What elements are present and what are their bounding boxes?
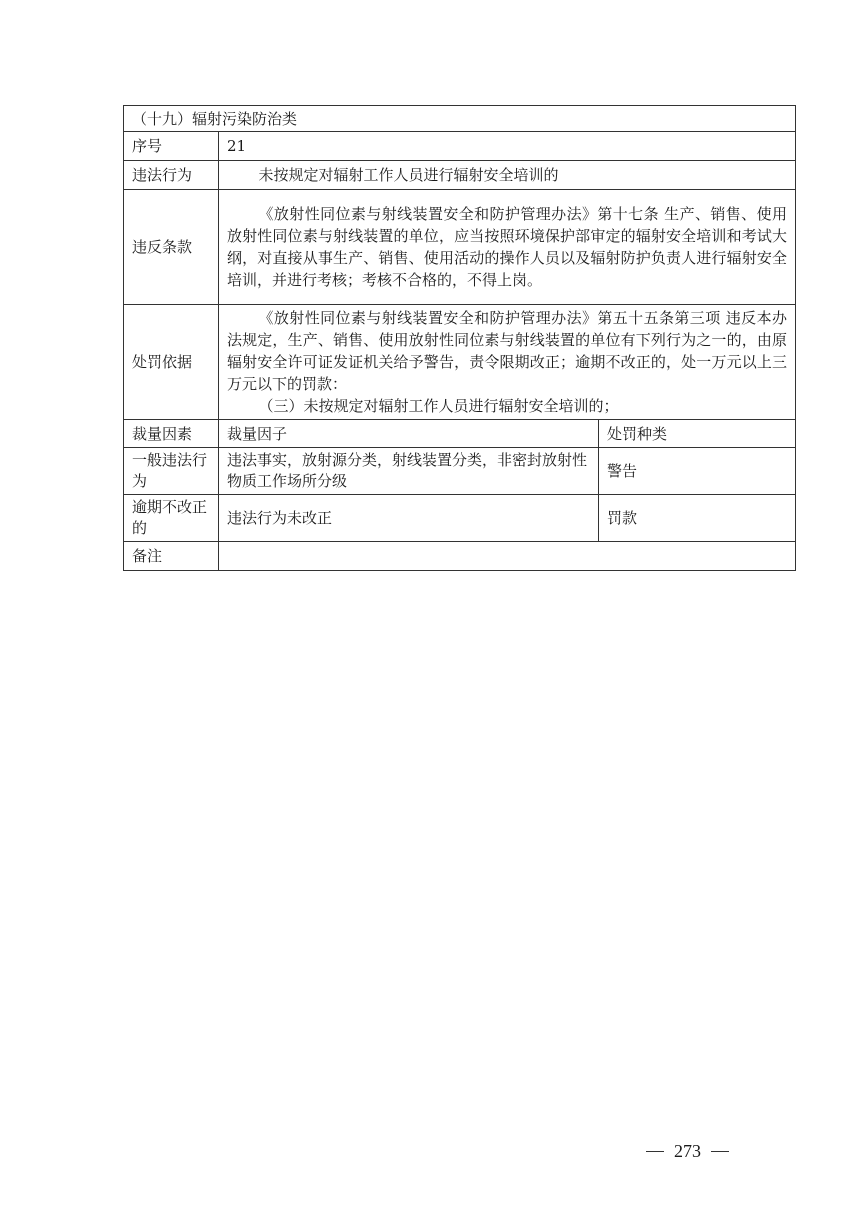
- discretion-element-header: 裁量因子: [219, 420, 599, 448]
- penalty-basis-paragraph: 《放射性同位素与射线装置安全和防护管理办法》第五十五条第三项 违反本办法规定，生产、销售、使用放射性同位素与射线装置的单位有下列行为之一的，由原辐射安全许可证发证机关给予警告，责令限期改正；逾期不改正的，处一万元以上三万元以下的罚款：: [227, 309, 787, 393]
- penalty-basis-item: （三）未按规定对辐射工作人员进行辐射安全培训的；: [258, 397, 619, 415]
- discretion-factor-header: 裁量因素: [124, 420, 219, 448]
- violation-value: 未按规定对辐射工作人员进行辐射安全培训的: [219, 161, 796, 190]
- section-title: （十九）辐射污染防治类: [124, 106, 796, 132]
- page-number: [646, 1141, 729, 1162]
- serial-row: [124, 132, 796, 161]
- violated-clause-label: 违反条款: [124, 190, 219, 305]
- penalty-discretion-table: [123, 105, 796, 571]
- remarks-row: [124, 542, 796, 571]
- dash-right: [711, 1151, 729, 1152]
- discretion-row: [124, 495, 796, 542]
- violated-clause-text: 《放射性同位素与射线装置安全和防护管理办法》第十七条 生产、销售、使用放射性同位素与射线装置的单位，应当按照环境保护部审定的辐射安全培训和考试大纲，对直接从事生产、销售、使用活动的操作人员以及辐射防护负责人进行辐射安全培训，并进行考核；考核不合格的，不得上岗。: [227, 205, 787, 289]
- remarks-value: [219, 542, 796, 571]
- violated-clause-row: [124, 190, 796, 305]
- penalty-type-header: 处罚种类: [599, 420, 796, 448]
- discretion-element: 违法事实，放射源分类，射线装置分类，非密封放射性物质工作场所分级: [219, 448, 599, 495]
- penalty-basis-label: 处罚依据: [124, 305, 219, 420]
- penalty-basis-row: [124, 305, 796, 420]
- remarks-label: 备注: [124, 542, 219, 571]
- page-number-text: 273: [674, 1141, 701, 1161]
- dash-left: [646, 1151, 664, 1152]
- discretion-factor: 逾期不改正的: [124, 495, 219, 542]
- serial-value: 21: [219, 132, 796, 161]
- discretion-header-row: [124, 420, 796, 448]
- section-title-row: [124, 106, 796, 132]
- penalty-type: 警告: [599, 448, 796, 495]
- violation-row: [124, 161, 796, 190]
- discretion-row: [124, 448, 796, 495]
- violation-label: 违法行为: [124, 161, 219, 190]
- serial-label: 序号: [124, 132, 219, 161]
- discretion-element: 违法行为未改正: [219, 495, 599, 542]
- discretion-factor: 一般违法行为: [124, 448, 219, 495]
- penalty-type: 罚款: [599, 495, 796, 542]
